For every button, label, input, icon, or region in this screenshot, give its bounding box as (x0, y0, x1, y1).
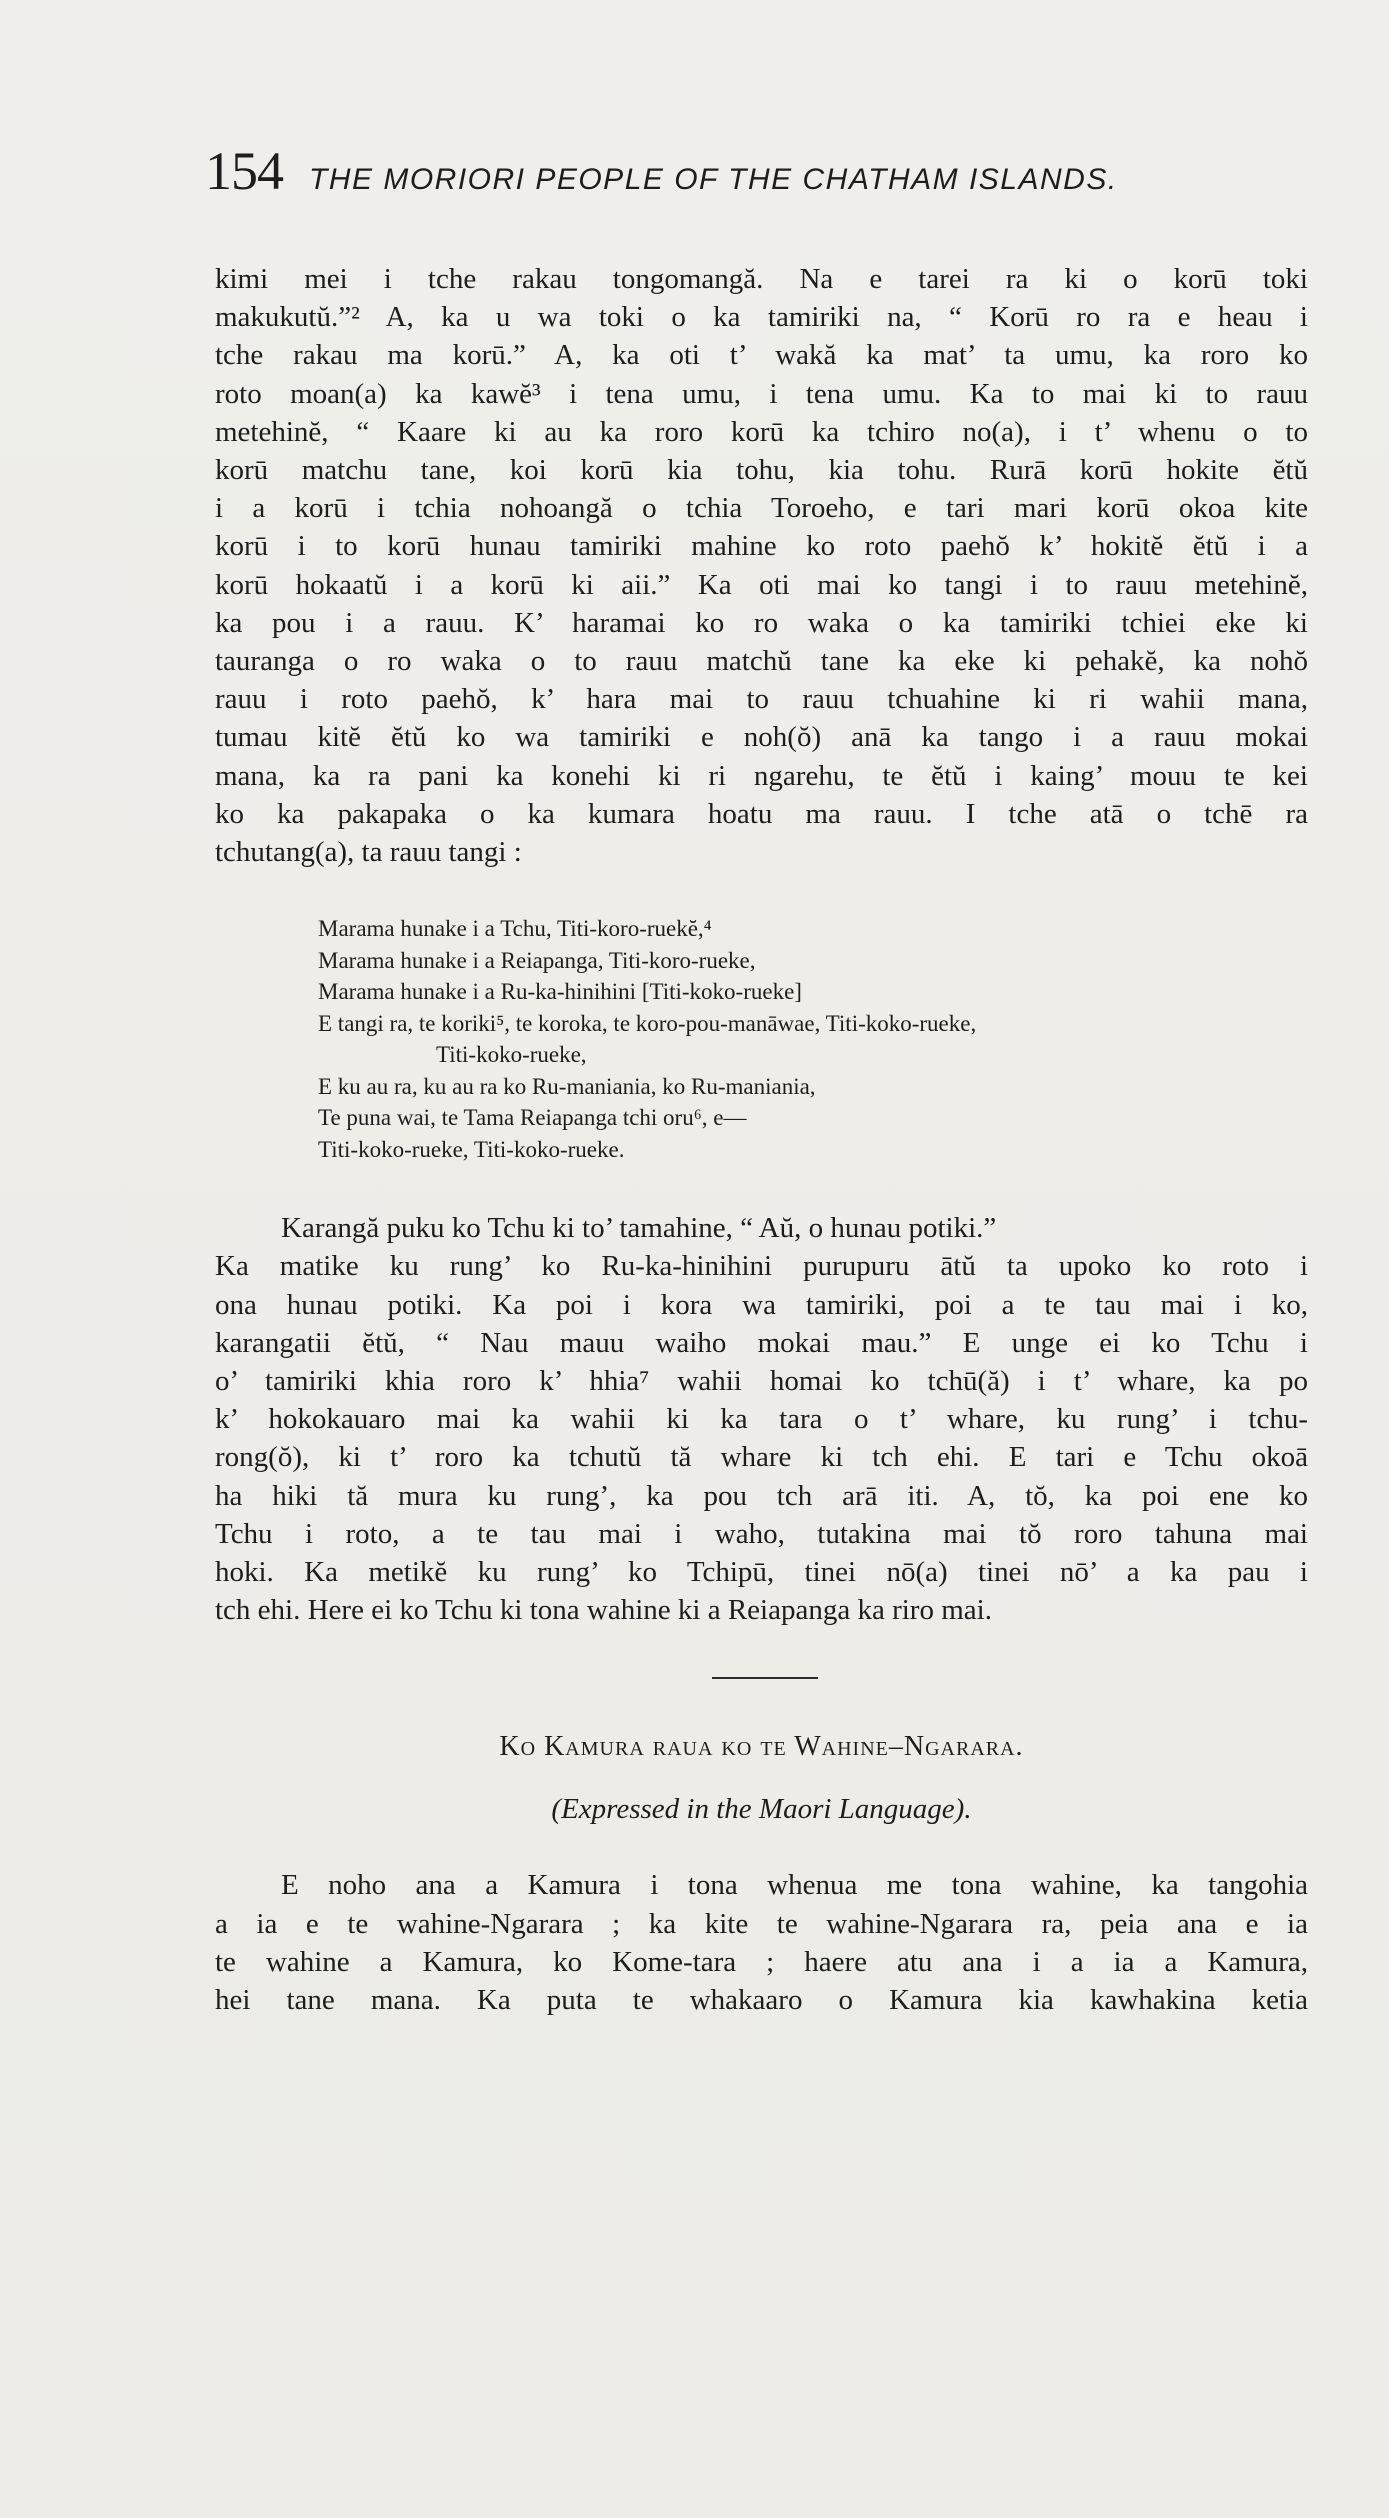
text-line: tumau kitĕ ĕtŭ ko wa tamiriki e noh(ŏ) anā ka tango i a rauu mokai (215, 721, 1308, 754)
paragraph-2 (215, 1209, 1308, 1629)
text-line: rong(ŏ), ki t’ roro ka tchutŭ tă whare ki tch ehi. E tari e Tchu okoā (215, 1441, 1308, 1474)
text-line: ona hunau potiki. Ka poi i kora wa tamiriki, poi a te tau mai i ko, (215, 1288, 1308, 1321)
page-header (205, 140, 1299, 216)
paragraph-1 (215, 260, 1308, 871)
chant-line: Marama hunake i a Reiapanga, Titi-koro-rueke, (318, 947, 756, 973)
paragraph-3 (215, 1866, 1308, 2019)
text-line: k’ hokokauaro mai ka wahii ki ka tara o t’ whare, ku rung’ i tchu- (215, 1403, 1308, 1436)
page-number: 154 (205, 141, 283, 201)
text-line: te wahine a Kamura, ko Kome-tara ; haere atu ana i a ia a Kamura, (215, 1945, 1308, 1978)
text-line: hei tane mana. Ka puta te whakaaro o Kamura kia kawhakina ketia (215, 1984, 1308, 2017)
text-line: karangatii ĕtŭ, “ Nau mauu waiho mokai mau.” E unge ei ko Tchu i (215, 1326, 1308, 1359)
text-line: a ia e te wahine-Ngarara ; ka kite te wahine-Ngarara ra, peia ana e ia (215, 1907, 1308, 1940)
text-line: tche rakau ma korū.” A, ka oti t’ wakă ka mat’ ta umu, ka roro ko (215, 339, 1308, 372)
text-line: Ka matike ku rung’ ko Ru-ka-hinihini purupuru ātŭ ta upoko ko roto i (215, 1250, 1308, 1283)
chant-line: Marama hunake i a Ru-ka-hinihini [Titi-koko-rueke] (318, 979, 802, 1005)
text-line: E noho ana a Kamura i tona whenua me tona wahine, ka tangohia (281, 1869, 1308, 1902)
chant-line: Titi-koko-rueke, Titi-koko-rueke. (318, 1136, 625, 1162)
text-line: ko ka pakapaka o ka kumara hoatu ma rauu. I tche atā o tchē ra (215, 797, 1308, 830)
chant-line: E ku au ra, ku au ra ko Ru-maniania, ko Ru-maniania, (318, 1073, 816, 1099)
text-line: korū hokaatŭ i a korū ki aii.” Ka oti mai ko tangi i to rauu metehinĕ, (215, 568, 1308, 601)
chant-line: Titi-koko-rueke, (436, 1042, 587, 1068)
section-divider (712, 1677, 818, 1679)
section-subtitle: (Expressed in the Maori Language). (551, 1793, 972, 1826)
section-title: Ko Kamura raua ko te Wahine–Ngarara. (499, 1731, 1024, 1763)
text-line: tauranga o ro waka o to rauu matchŭ tane ka eke ki pehakĕ, ka nohŏ (215, 645, 1308, 678)
chant-line: Marama hunake i a Tchu, Titi-koro-ruekĕ,⁴ (318, 916, 712, 942)
text-line: makukutŭ.”² A, ka u wa toki o ka tamiriki na, “ Korū ro ra e heau i (215, 301, 1308, 334)
text-line: Tchu i roto, a te tau mai i waho, tutakina mai tŏ roro tahuna mai (215, 1517, 1308, 1550)
chant-verse (318, 913, 1299, 1165)
text-line: korū matchu tane, koi korū kia tohu, kia tohu. Rurā korū hokite ĕtŭ (215, 454, 1308, 487)
text-line: o’ tamiriki khia roro k’ hhia⁷ wahii homai ko tchū(ă) i t’ whare, ka po (215, 1365, 1308, 1398)
text-line: ha hiki tă mura ku rung’, ka pou tch arā iti. A, tŏ, ka poi ene ko (215, 1479, 1308, 1512)
text-line: korū i to korū hunau tamiriki mahine ko roto paehŏ k’ hokitĕ ĕtŭ i a (215, 530, 1308, 563)
text-line: roto moan(a) ka kawĕ³ i tena umu, i tena umu. Ka to mai ki to rauu (215, 377, 1308, 410)
chant-line: E tangi ra, te koriki⁵, te koroka, te koro-pou-manāwae, Titi-koko-rueke, (318, 1010, 977, 1036)
running-title: THE MORIORI PEOPLE OF THE CHATHAM ISLANDS. (309, 163, 1118, 196)
text-line: Karangă puku ko Tchu ki to’ tamahine, “ Aŭ, o hunau potiki.” (281, 1212, 997, 1245)
text-line: i a korū i tchia nohoangă o tchia Toroeho, e tari mari korū okoa kite (215, 492, 1308, 525)
text-line: tchutang(a), ta rauu tangi : (215, 836, 522, 869)
chant-line: Te puna wai, te Tama Reiapanga tchi oru⁶, e— (318, 1105, 747, 1131)
text-line: tch ehi. Here ei ko Tchu ki tona wahine ki a Reiapanga ka riro mai. (215, 1594, 992, 1627)
text-line: kimi mei i tche rakau tongomangă. Na e tarei ra ki o korū toki (215, 263, 1308, 295)
text-line: ka pou i a rauu. K’ haramai ko ro waka o ka tamiriki tchiei eke ki (215, 606, 1308, 639)
text-line: mana, ka ra pani ka konehi ki ri ngarehu, te ĕtŭ i kaing’ mouu te kei (215, 759, 1308, 792)
text-line: hoki. Ka metikĕ ku rung’ ko Tchipū, tinei nō(a) tinei nō’ a ka pau i (215, 1556, 1308, 1589)
text-line: rauu i roto paehŏ, k’ hara mai to rauu tchuahine ki ri wahii mana, (215, 683, 1308, 716)
text-line: metehinĕ, “ Kaare ki au ka roro korū ka tchiro no(a), i t’ whenu o to (215, 415, 1308, 448)
